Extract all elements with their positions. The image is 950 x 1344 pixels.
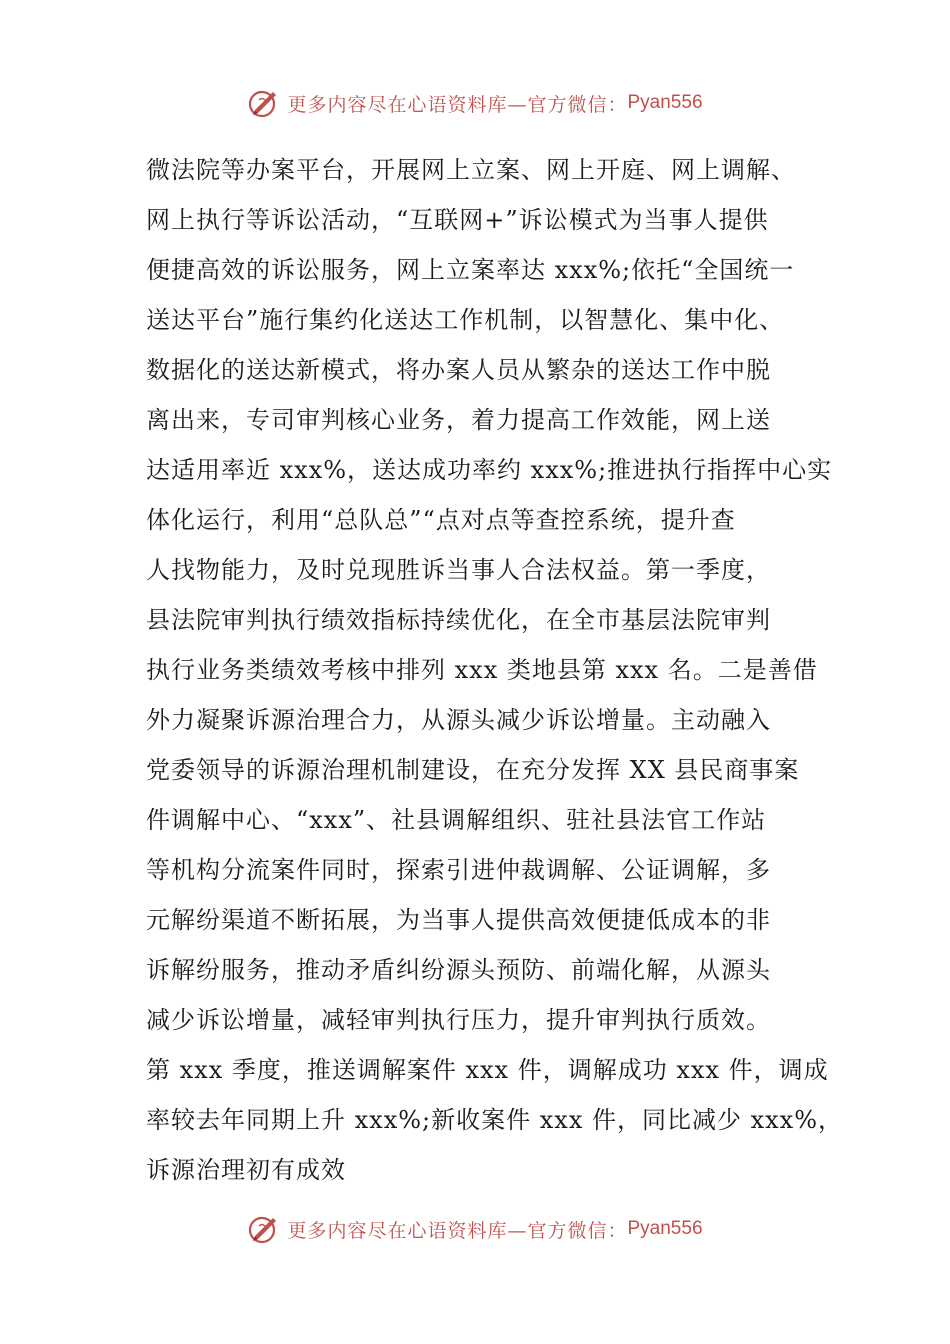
body-line: 等机构分流案件同时，探索引进仲裁调解、公证调解，多 [146,856,771,884]
body-line: 减少诉讼增量，减轻审判执行压力，提升审判执行质效。 [146,1006,771,1034]
header-banner [0,83,950,123]
footer-banner-text: 更多内容尽在心语资料库—官方微信： [287,1219,628,1242]
footer-wechat-id: Pyan556 [627,1218,703,1239]
body-line: 离出来，专司审判核心业务，着力提高工作效能，网上送 [146,406,771,434]
body-line: 网上执行等诉讼活动，“互联网+”诉讼模式为当事人提供 [146,206,769,234]
pen-circle-logo-icon [247,1212,281,1246]
pen-circle-logo-icon [247,86,281,120]
body-line: 数据化的送达新模式，将办案人员从繁杂的送达工作中脱 [146,356,771,384]
body-line: 送达平台”施行集约化送达工作机制，以智慧化、集中化、 [146,306,785,334]
body-line: 党委领导的诉源治理机制建设，在充分发挥 XX 县民商事案 [146,756,800,784]
document-body [146,145,844,1195]
footer-banner [0,1209,950,1249]
body-line: 达适用率近 xxx%，送达成功率约 xxx%;推进执行指挥中心实 [146,456,833,484]
header-wechat-id: Pyan556 [627,92,703,113]
body-line: 元解纷渠道不断拓展，为当事人提供高效便捷低成本的非 [146,906,771,934]
body-line: 便捷高效的诉讼服务，网上立案率达 xxx%;依托“全国统一 [146,256,795,284]
body-line: 第 xxx 季度，推送调解案件 xxx 件，调解成功 xxx 件，调成 [146,1056,829,1084]
body-line: 诉解纷服务，推动矛盾纠纷源头预防、前端化解，从源头 [146,956,771,984]
body-line: 体化运行，利用“总队总”“点对点等查控系统，提升查 [146,506,736,534]
body-line: 执行业务类绩效考核中排列 xxx 类地县第 xxx 名。二是善借 [146,656,818,684]
header-banner-text: 更多内容尽在心语资料库—官方微信： [287,93,628,116]
body-line: 微法院等办案平台，开展网上立案、网上开庭、网上调解、 [146,156,796,184]
body-line: 率较去年同期上升 xxx%;新收案件 xxx 件，同比减少 xxx%， [146,1106,844,1134]
body-line: 诉源治理初有成效 [146,1156,346,1184]
body-line: 外力凝聚诉源治理合力，从源头减少诉讼增量。主动融入 [146,706,771,734]
body-line: 县法院审判执行绩效指标持续优化，在全市基层法院审判 [146,606,771,634]
body-line: 件调解中心、“xxx”、社县调解组织、驻社县法官工作站 [146,806,767,834]
body-line: 人找物能力，及时兑现胜诉当事人合法权益。第一季度， [146,556,771,584]
